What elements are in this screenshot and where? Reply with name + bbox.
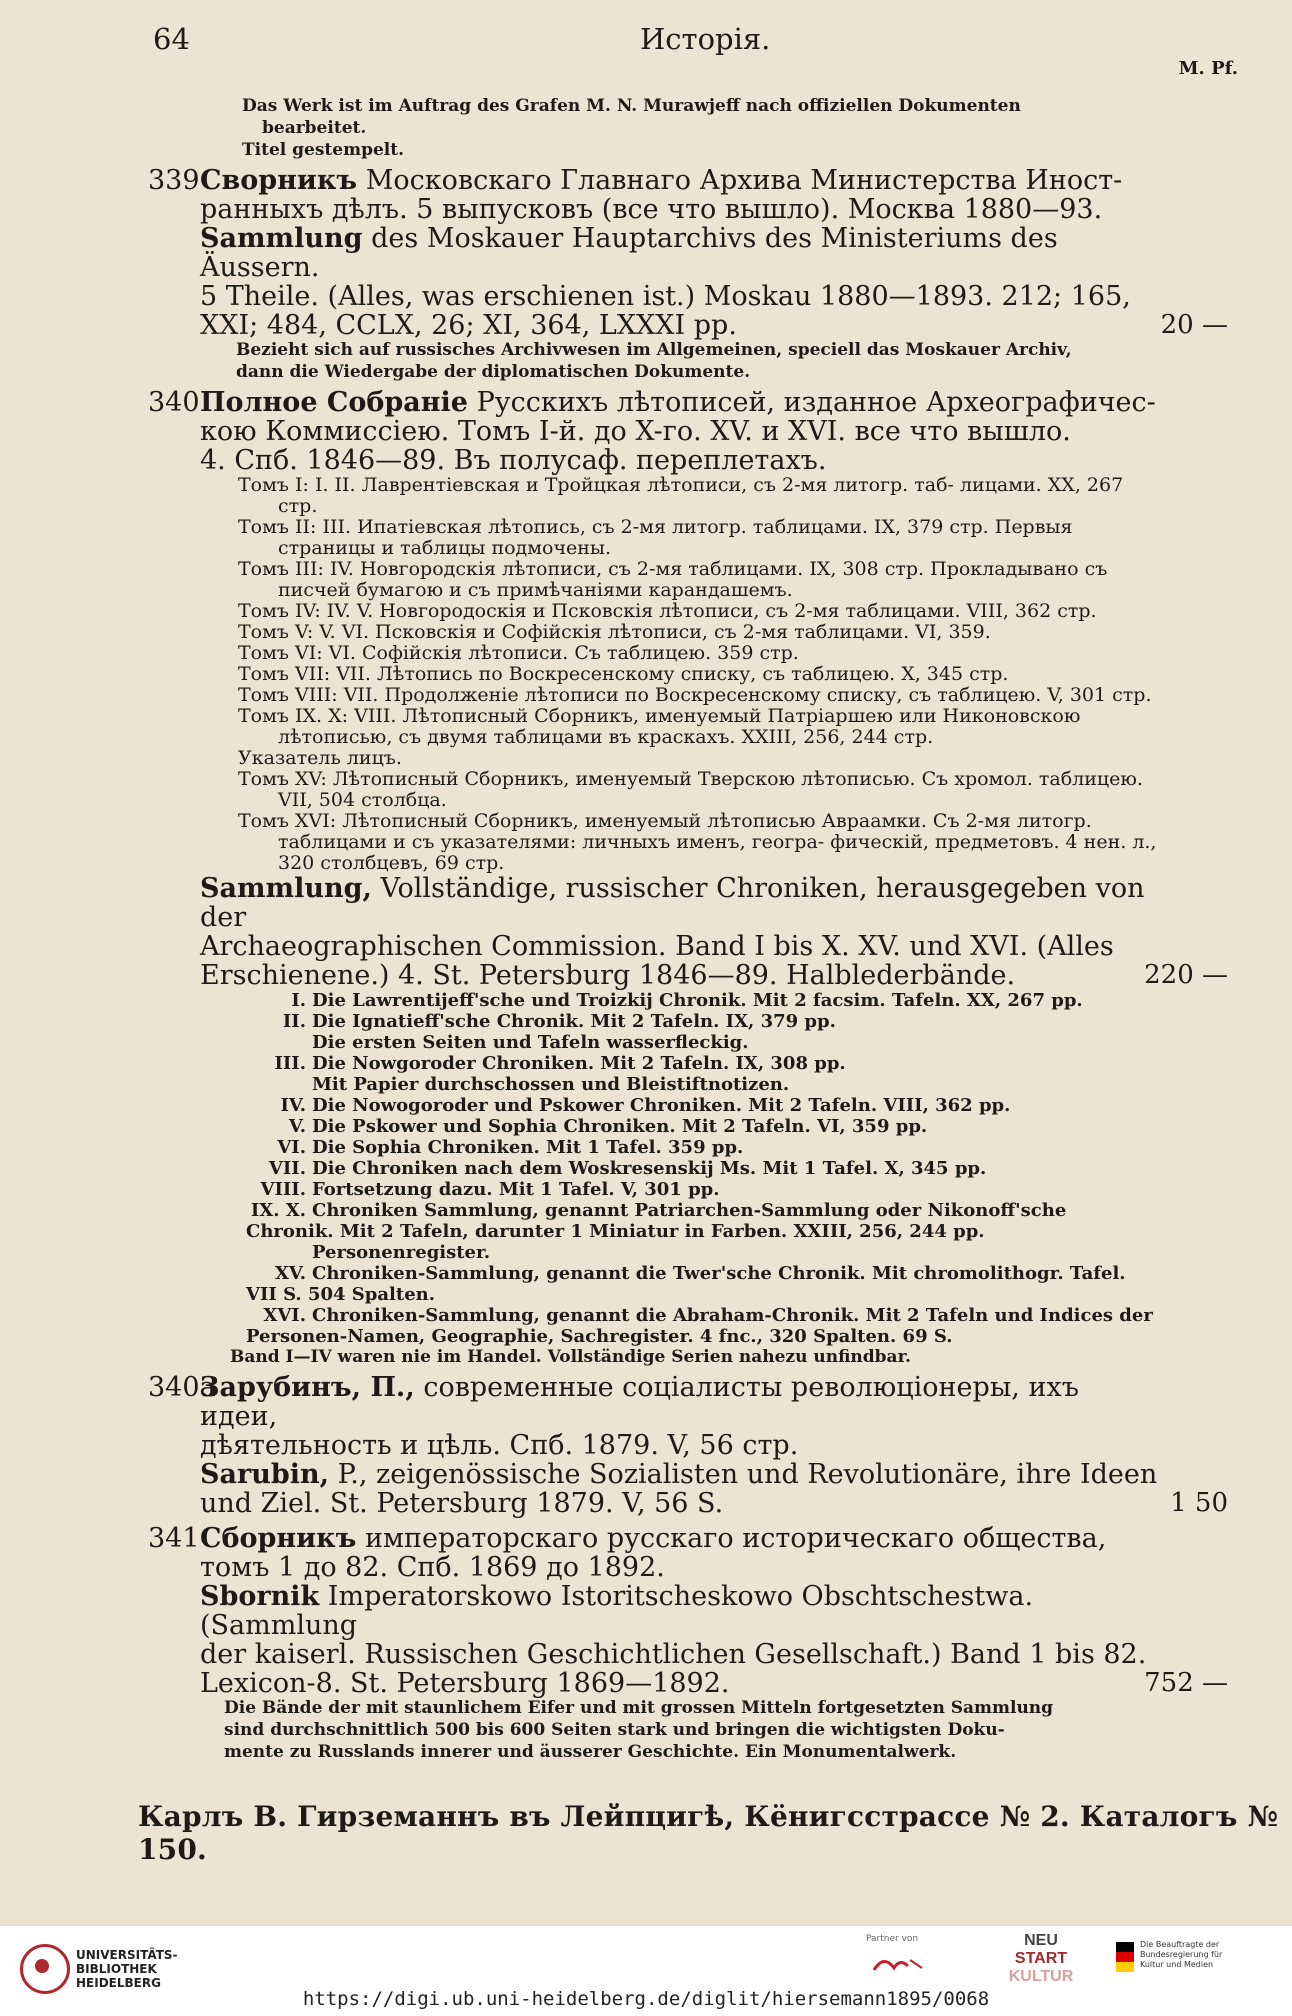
volume-ru: Томъ III: IV. Новгородскія лѣтописи, съ 2-мя таблицами. IX, 308 стр. Прокладывано съ писчей бумагою и съ примѣчаніями карандашемъ. <box>238 558 1108 601</box>
volume-ru: Томъ V: V. VI. Псковскія и Софійскія лѣтописи, съ 2-мя таблицами. VI, 359. <box>238 621 991 643</box>
entry-text: und Ziel. St. Petersburg 1879. V, 56 S. <box>200 1488 724 1519</box>
entry-text: современные соціалисты революціонеры, ихъ идеи, <box>200 1372 1079 1432</box>
section-title: Исторія. <box>640 22 771 56</box>
entry-text: 5 Theile. (Alles, was erschienen ist.) Moskau 1880—1893. 212; 165, <box>200 281 1131 312</box>
bund-flag-icon <box>1116 1942 1134 1972</box>
entry-text: Московскаго Главнаго Архива Министерства Иност- <box>357 165 1123 196</box>
entry-number: 341 <box>148 1523 200 1554</box>
catalog-content <box>148 96 1228 1764</box>
entry-title-ru: Полное Собраніе <box>200 387 468 418</box>
volume-ru: Томъ VIII: VII. Продолженіе лѣтописи по Воскресенскому списку, съ таблицею. V, 301 стр. <box>238 684 1152 706</box>
viewer-footer-bar <box>0 1925 1292 2016</box>
university-seal-icon[interactable] <box>20 1944 70 1994</box>
entry-price: 220 — <box>1144 960 1228 990</box>
note-line: bearbeitet. <box>262 118 367 138</box>
entry-note: Die Bände der mit staunlichem Eifer und mit grossen Mitteln fortgesetzten Sammlung <box>224 1698 1054 1718</box>
entry-number: 340a <box>148 1372 216 1403</box>
entry-text: Imperatorskowo Istoritscheskowo Obschtschestwa. (Sammlung <box>200 1581 1034 1641</box>
volume-ru: Томъ XVI: Лѣтописный Сборникъ, именуемый лѣтописью Авраамки. Съ 2-мя литогр. таблицами и съ указателями: личныхъ именъ, геогра- фическій, предметовъ. 4 нен. л., 320 столбцевъ, 69 стр. <box>238 810 1157 874</box>
entry-note: mente zu Russlands innerer und äusserer Geschichte. Ein Monumentalwerk. <box>224 1742 957 1762</box>
volume-de: XV. Chroniken-Sammlung, genannt die Twer'sche Chronik. Mit chromolithogr. Tafel. VII S. 504 Spalten. <box>246 1263 1126 1305</box>
volume-ru: Томъ IV: IV. V. Новгородоскія и Псковскія лѣтописи, съ 2-мя таблицами. VIII, 362 стр. <box>238 600 1097 622</box>
volume-de: V. Die Pskower und Sophia Chroniken. Mit 2 Tafeln. VI, 359 pp. <box>288 1116 928 1137</box>
entry-number: 340 <box>148 387 200 418</box>
university-name[interactable]: UNIVERSITÄTS- BIBLIOTHEK HEIDELBERG <box>76 1948 178 1990</box>
volume-de: VI. Die Sophia Chroniken. Mit 1 Tafel. 359 pp. <box>277 1137 744 1158</box>
entry-price: 752 — <box>1144 1668 1228 1698</box>
volume-de: VII. Die Chroniken nach dem Woskresenskij Ms. Mit 1 Tafel. X, 345 pp. <box>268 1158 987 1179</box>
ddb-logo-icon[interactable] <box>870 1950 930 1982</box>
entry-title-de: Sarubin, <box>200 1459 330 1490</box>
neustart-kultur-logo[interactable]: NEU START KULTUR <box>1008 1932 1074 1985</box>
entry-text: дѣятельность и цѣль. Спб. 1879. V, 56 стр. <box>200 1430 799 1461</box>
catalog-entry-340a <box>148 1372 1228 1519</box>
entry-title-ru: Зарубинъ, П., <box>200 1372 415 1403</box>
page-header <box>0 22 1292 62</box>
note-line: Titel gestempelt. <box>242 140 405 160</box>
volume-de: III. Die Nowgoroder Chroniken. Mit 2 Tafeln. IX, 308 pp. Mit Papier durchschossen und Bleistiftnotizen. <box>274 1053 846 1095</box>
entry-note: dann die Wiedergabe der diplomatischen Dokumente. <box>236 362 751 382</box>
entry-title-de: Sbornik <box>200 1581 320 1612</box>
entry-number: 339 <box>148 165 200 196</box>
volume-de: IX. X. Chroniken Sammlung, genannt Patriarchen-Sammlung oder Nikonoff'sche Chronik. Mit 2 Tafeln, darunter 1 Miniatur in Farben. XXIII, 256, 244 pp. Personenregister. <box>246 1200 1067 1263</box>
entry-title-de: Sammlung <box>200 223 363 254</box>
volume-de: II. Die Ignatieff'sche Chronik. Mit 2 Tafeln. IX, 379 pp. Die ersten Seiten und Tafeln wasserfleckig. <box>282 1011 836 1053</box>
entry-text: Vollständige, russischer Chroniken, herausgegeben von der <box>200 873 1145 933</box>
entry-text: Archaeographischen Commission. Band I bis X. XV. und XVI. (Alles <box>200 931 1114 962</box>
entry-text: der kaiserl. Russischen Geschichtlichen Gesellschaft.) Band 1 bis 82. <box>200 1639 1147 1670</box>
volume-de: XVI. Chroniken-Sammlung, genannt die Abraham-Chronik. Mit 2 Tafeln und Indices der Personen-Namen, Geographie, Sachregister. 4 fnc., 320 Spalten. 69 S. <box>246 1305 1153 1347</box>
volume-ru: Томъ II: III. Ипатіевская лѣтопись, съ 2-мя литогр. таблицами. IX, 379 стр. Первыя страницы и таблицы подмочены. <box>238 516 1073 559</box>
price-column-header: M. Pf. <box>1178 58 1238 79</box>
volume-ru: Томъ VI: VI. Софійскія лѣтописи. Съ таблицею. 359 стр. <box>238 642 799 664</box>
entry-text: 4. Спб. 1846—89. Въ полусаф. переплетахъ. <box>200 445 827 476</box>
entry-text: ранныхъ дѣлъ. 5 выпусковъ (все что вышло). Москва 1880—93. <box>200 194 1103 225</box>
entry-note: Bezieht sich auf russisches Archivwesen im Allgemeinen, speciell das Moskauer Archiv, <box>236 340 1072 360</box>
catalog-footer: Карлъ В. Гирземаннъ въ Лейпцигѣ, Кёнигсстрассе № 2. Каталогъ № 150. <box>138 1800 1279 1866</box>
volume-ru: Томъ VII: VII. Лѣтопись по Воскресенскому списку, съ таблицею. X, 345 стр. <box>238 663 1009 685</box>
volume-de: I. Die Lawrentijeff'sche und Troizkij Chronik. Mit 2 facsim. Tafeln. XX, 267 pp. <box>291 990 1083 1011</box>
entry-title-de: Sammlung, <box>200 873 372 904</box>
page-url-link[interactable]: https://digi.ub.uni-heidelberg.de/diglit/hiersemann1895/0068 <box>302 1988 990 2010</box>
entry-text: томъ 1 до 82. Спб. 1869 до 1892. <box>200 1552 665 1583</box>
entry-text: Lexicon-8. St. Petersburg 1869—1892. <box>200 1668 730 1699</box>
volume-ru: Томъ XV: Лѣтописный Сборникъ, именуемый Тверскою лѣтописью. Съ хромол. таблицею. VII, 504 столбца. <box>238 768 1143 811</box>
entry-text: Erschienene.) 4. St. Petersburg 1846—89. Halblederbände. <box>200 960 1016 991</box>
catalog-entry-340 <box>148 387 1228 1367</box>
entry-text: кою Коммиссіею. Томъ I-й. до X-го. XV. и XVI. все что вышло. <box>200 416 1071 447</box>
entry-title-ru: Сборникъ <box>200 1523 357 1554</box>
page-number: 64 <box>153 22 190 56</box>
bkm-logo-text[interactable]: Die Beauftragte der Bundesregierung für Kultur und Medien <box>1140 1940 1223 1969</box>
volume-de: IV. Die Nowogoroder und Pskower Chroniken. Mit 2 Tafeln. VIII, 362 pp. <box>280 1095 1011 1116</box>
entry-note: Band I—IV waren nie im Handel. Vollständige Serien nahezu unfindbar. <box>230 1347 911 1367</box>
volume-de: VIII. Fortsetzung dazu. Mit 1 Tafel. V, 301 pp. <box>260 1179 720 1200</box>
entry-text: императорскаго русскаго историческаго общества, <box>356 1523 1107 1554</box>
entry-text: des Moskauer Hauptarchivs des Ministeriums des Äussern. <box>200 223 1058 283</box>
entry-price: 1 50 <box>1170 1488 1228 1518</box>
partner-label: Partner von <box>866 1934 919 1944</box>
entry-price: 20 — <box>1160 310 1228 340</box>
catalog-entry-339 <box>148 165 1228 382</box>
entry-title-ru: Сворникъ <box>200 165 358 196</box>
volume-ru: Указатель лицъ. <box>238 747 402 769</box>
entry-text: Русскихъ лѣтописей, изданное Археографичес- <box>467 387 1156 418</box>
entry-text: XXI; 484, CCLX, 26; XI, 364, LXXXI pp. <box>200 310 737 341</box>
volume-ru: Томъ I: I. II. Лаврентіевская и Тройцкая лѣтописи, съ 2-мя литогр. таб- лицами. XX, 267 стр. <box>238 474 1124 517</box>
volume-ru: Томъ IX. X: VIII. Лѣтописный Сборникъ, именуемый Патріаршею или Никоновскою лѣтописью, съ двумя таблицами въ краскахъ. XXIII, 256, 244 стр. <box>238 705 1081 748</box>
entry-note: sind durchschnittlich 500 bis 600 Seiten stark und bringen die wichtigsten Doku- <box>224 1720 1005 1740</box>
catalog-entry-341 <box>148 1523 1228 1762</box>
note-line: Das Werk ist im Auftrag des Grafen M. N. Murawjeff nach offiziellen Dokumenten <box>242 96 1021 116</box>
entry-text: P., zeigenössische Sozialisten und Revolutionäre, ihre Ideen <box>329 1459 1158 1490</box>
